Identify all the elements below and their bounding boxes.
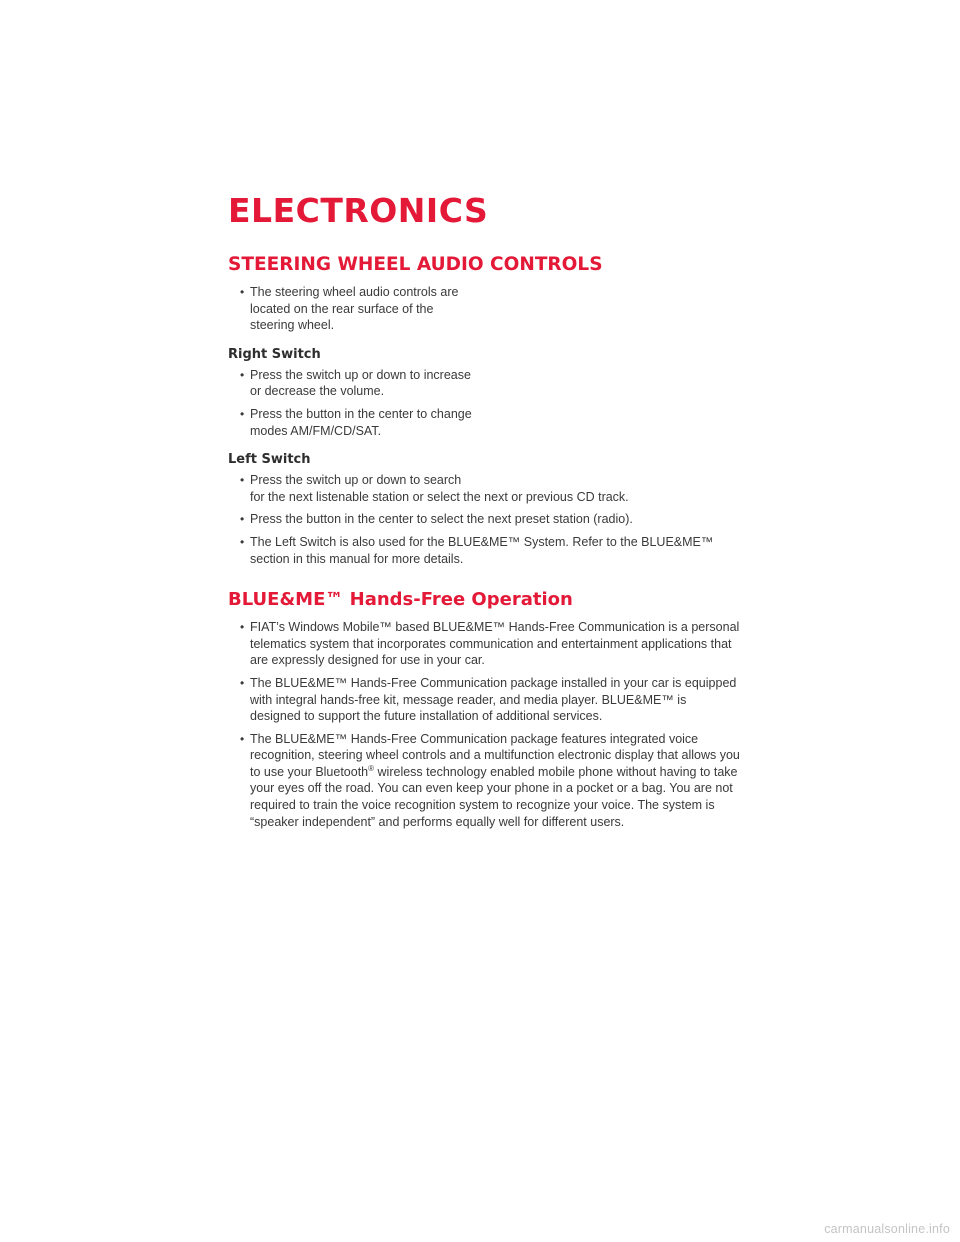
blue-me-list — [228, 619, 740, 830]
list-item: • The Left Switch is also used for the BLUE&ME™ System. Refer to the BLUE&ME™ section in this manual for more details. — [228, 534, 740, 567]
registered-mark: ® — [368, 763, 375, 773]
list-item: • FIAT’s Windows Mobile™ based BLUE&ME™ Hands-Free Communication is a personal telematics system that incorporates communication and entertainment applications that are expressly designed for use in your car. — [228, 619, 740, 669]
list-item: • Press the button in the center to select the next preset station (radio). — [228, 511, 740, 528]
list-item-text-after: wireless technology enabled mobile phone without having to take your eyes off the road. You can even keep your phone in a pocket or a bag. You are not required to train the voice recognition system to recognize your voice. The system is “speaker independent” and performs equally well for different users. — [250, 764, 738, 829]
page-content — [228, 254, 740, 836]
list-item — [228, 731, 740, 831]
list-item: • Press the button in the center to change modes AM/FM/CD/SAT. — [228, 406, 480, 439]
left-switch-list — [228, 472, 728, 567]
watermark-text: carmanualsonline.info — [824, 1222, 950, 1236]
list-item-text-before: The BLUE&ME™ Hands-Free Communication package features integrated voice recognition, steering wheel controls and a multifunction electronic display that allows you to use your Bluetooth — [250, 731, 740, 779]
section-title-steering-wheel-audio-controls: STEERING WHEEL AUDIO CONTROLS — [228, 254, 603, 275]
subhead-right-switch: Right Switch — [228, 346, 321, 362]
list-item: • The BLUE&ME™ Hands-Free Communication package installed in your car is equipped with integral hands-free kit, message reader, and media player. BLUE&ME™ is designed to support the future installation of additional services. — [228, 675, 740, 725]
section-title-blue-me-hands-free: BLUE&ME™ Hands-Free Operation — [228, 589, 573, 611]
left-switch-item-line1: • Press the switch up or down to search — [250, 473, 462, 488]
list-item: • Press the switch up or down to increase or decrease the volume. — [228, 367, 480, 400]
left-switch-item-line2: for the next listenable station or select the next or previous CD track. — [250, 489, 629, 504]
list-item — [228, 472, 740, 505]
intro-list — [228, 284, 728, 334]
subhead-left-switch: Left Switch — [228, 452, 311, 468]
right-switch-list — [228, 367, 728, 439]
list-item: • The steering wheel audio controls are located on the rear surface of the steering wheel. — [228, 284, 480, 334]
chapter-title: ELECTRONICS — [228, 191, 489, 230]
